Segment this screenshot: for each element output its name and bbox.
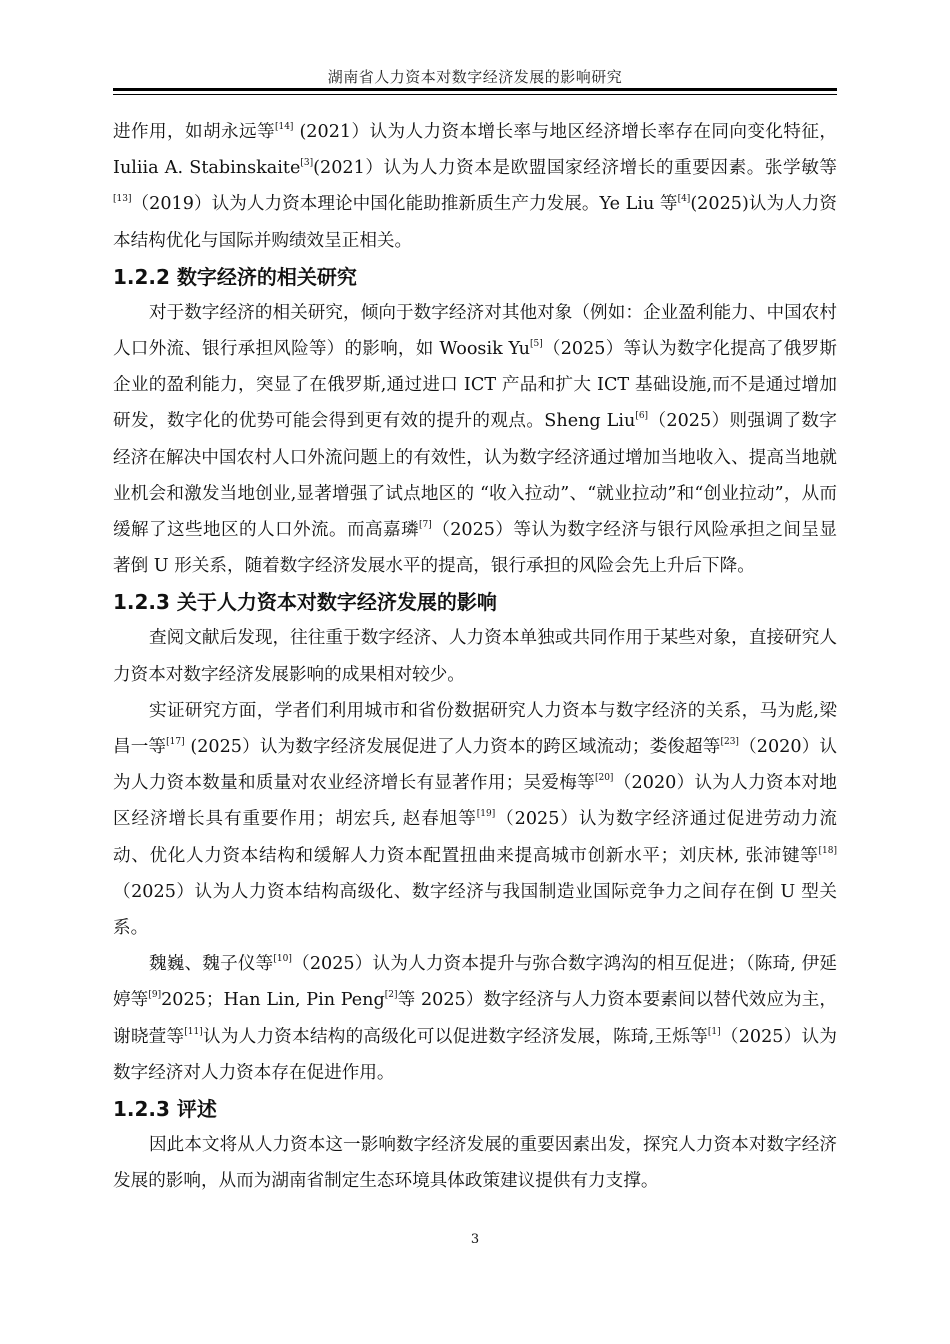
citation-marker: [5] [529, 339, 543, 350]
text-run: （2025）认为人力资本提升与弥合数字鸿沟的相互促进；（陈琦, 伊延婷等 [113, 954, 837, 1011]
body-paragraph [113, 620, 837, 692]
text-run: 2025；Han Lin, Pin Peng [161, 990, 385, 1011]
citation-marker: [17] [166, 737, 185, 748]
body-paragraph [113, 295, 837, 585]
text-run: (2025）认为数字经济发展促进了人力资本的跨区域流动；娄俊超等 [184, 737, 721, 758]
citation-marker: [14] [274, 122, 294, 132]
section-heading: 1.2.2 数字经济的相关研究 [113, 264, 357, 289]
body-paragraph [113, 1127, 837, 1199]
text-run: （2025）等认为数字经济与银行风险承担之间呈显著倒 U 形关系，随着数字经济发展水平的提高，银行承担的风险会先上升后下降。 [113, 520, 837, 577]
section-heading: 1.2.3 评述 [113, 1097, 217, 1122]
document-body [113, 114, 837, 1199]
citation-marker: [3] [300, 158, 314, 169]
text-run: （2025）认为人力资本结构高级化、数字经济与我国制造业国际竞争力之间存在倒 U 型关系。 [113, 881, 837, 939]
text-run: （2025）认为数字经济通过促进劳动力流动、优化人力资本结构和缓解人力资本配置扭曲来提高城市创新水平；刘庆林, 张沛键等 [113, 809, 838, 866]
body-paragraph [113, 114, 837, 259]
citation-marker: [10] [273, 954, 292, 965]
text-run: (2021）认为人力资本增长率与地区经济增长率存在同向变化特征，Iuliia A. Stabinskaite [113, 122, 837, 179]
citation-marker: [7] [419, 520, 432, 531]
text-run: 认为人力资本结构的高级化可以促进数字经济发展，陈琦,王烁等 [202, 1026, 708, 1047]
section-heading: 1.2.3 关于人力资本对数字经济发展的影响 [113, 590, 497, 615]
page-number: 3 [470, 1232, 480, 1247]
citation-marker: [1] [707, 1026, 721, 1037]
body-paragraph [113, 946, 837, 1091]
text-run: 因此本文将从人力资本这一影响数字经济发展的重要因素出发，探究人力资本对数字经济发展的影响，从而为湖南省制定生态环境具体政策建议提供有力支撑。 [113, 1135, 837, 1192]
text-run: 进作用，如胡永远等 [113, 122, 275, 142]
text-run: 查阅文献后发现，往往重于数字经济、人力资本单独或共同作用于某些对象，直接研究人力资本对数字经济发展影响的成果相对较少。 [113, 628, 837, 685]
text-run: （2020）认为人力资本数量和质量对农业经济增长有显著作用；吴爱梅等 [113, 737, 837, 794]
citation-marker: [9] [148, 990, 162, 1001]
body-paragraph [113, 693, 837, 946]
citation-marker: [23] [720, 737, 739, 748]
text-run: (2021）认为人力资本是欧盟国家经济增长的重要因素。张学敏等 [313, 158, 837, 179]
text-run: 魏巍、魏子仪等 [149, 954, 274, 975]
text-run: （2025）认为数字经济对人力资本存在促进作用。 [113, 1026, 837, 1083]
running-header-title: 湖南省人力资本对数字经济发展的影响研究 [327, 68, 623, 86]
text-run: （2025）则强调了数字经济在解决中国农村人口外流问题上的有效性，认为数字经济通过增加当地收入、提高当地就业机会和激发当地创业,显著增强了试点地区的 “收入拉动”、“就业拉动”和“创业拉动”，从而缓解了这些地区的人口外流。而高嘉璘 [113, 411, 837, 541]
citation-marker: [13] [113, 194, 132, 205]
citation-marker: [2] [384, 990, 398, 1001]
text-run: 实证研究方面，学者们利用城市和省份数据研究人力资本与数字经济的关系，马为彪,梁昌一等 [113, 700, 837, 758]
header-rule-thick [113, 88, 837, 91]
text-run: （2020）认为人力资本对地区经济增长具有重要作用；胡宏兵, 赵春旭等 [113, 773, 837, 830]
header-rule-thin [113, 94, 837, 95]
text-run: （2025）等认为数字化提高了俄罗斯企业的盈利能力，突显了在俄罗斯,通过进口 ICT 产品和扩大 ICT 基础设施,而不是通过增加研发，数字化的优势可能会得到更有效的提升的观点。Sheng Liu [113, 339, 837, 432]
text-run: 等 2025）数字经济与人力资本要素间以替代效应为主，谢晓萱等 [113, 990, 837, 1047]
text-run: (2025)认为人力资本结构优化与国际并购绩效呈正相关。 [113, 194, 837, 251]
citation-marker: [19] [476, 809, 496, 820]
text-run: （2019）认为人力资本理论中国化能助推新质生产力发展。Ye Liu 等 [131, 194, 678, 215]
citation-marker: [18] [818, 845, 837, 856]
citation-marker: [6] [635, 411, 649, 422]
citation-marker: [4] [677, 194, 691, 205]
citation-marker: [11] [184, 1026, 203, 1037]
citation-marker: [20] [594, 773, 614, 784]
text-run: 对于数字经济的相关研究，倾向于数字经济对其他对象（例如：企业盈利能力、中国农村人口外流、银行承担风险等）的影响，如 Woosik Yu [113, 302, 837, 360]
